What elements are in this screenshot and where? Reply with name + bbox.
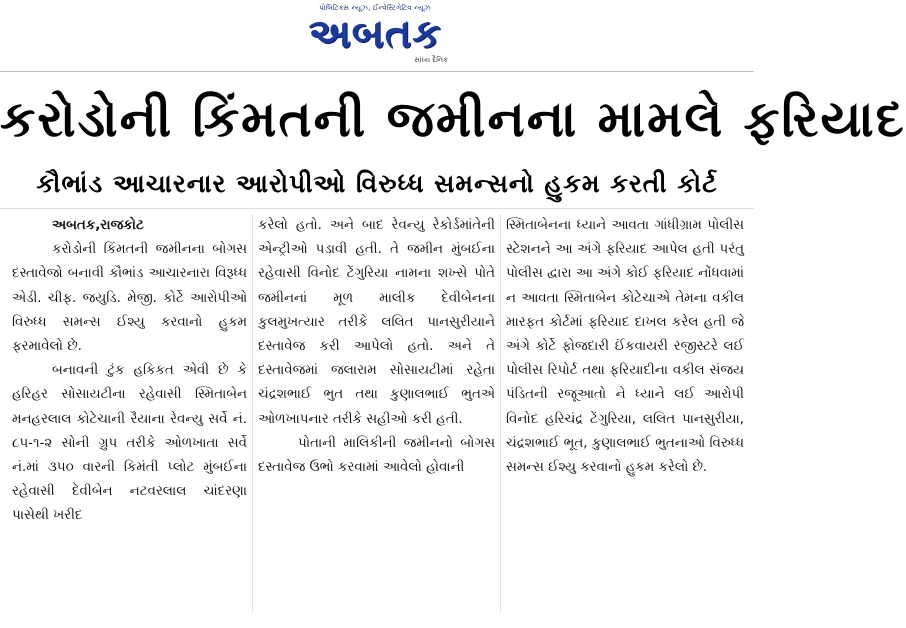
article-column-2 — [258, 214, 495, 618]
article-column-1 — [12, 214, 247, 618]
edition-label: સાંધ્ય દૈનિક — [414, 56, 448, 64]
paragraph: કરોડોની કિંમતની જમીનના બોગસ દસ્તાવેજો બનાવી કૌભાંડ આચારનારા વિરૂધ્ધ એડી. ચીફ. જયુડિ. મેજી. કોર્ટે આરોપીઓ વિરુધ્ધ સમન્સ ઈશ્યુ કરવાનો હુકમ ફરમાવેલો છે. — [12, 242, 247, 355]
column-divider — [500, 214, 501, 612]
paragraph: પોતાની માલિકીની જમીનનો બોગસ દસ્તાવેજ ઉભો કરવામાં આવેલો હોવાની — [258, 435, 495, 476]
article-column-3 — [506, 214, 744, 618]
paragraph: બનાવની ટુંક હકિકત એવી છે કે હરિહર સોસાયટીના રહેવાસી સ્મિતાબેન મનહરલાલ કોટેચાની રૈયાના રેવન્યુ સર્વે નં. ૮૫-૧-૨ સોની ગ્રુપ તરીકે ઓળખાતા સર્વે નં.માં ૩૫૦ વારની કિમંતી પ્લોટ મુંબઈના રહેવાસી દેવીબેન નટવરલાલ ચાંદરણા પાસેથી ખરીદ — [12, 363, 247, 524]
paragraph: સ્મિતાબેનના ધ્યાને આવતા ગાંધીગ્રામ પોલીસ સ્ટેશનને આ અંગે ફરિયાદ આપેલ હતી પરંતુ પોલીસ દ્વારા આ અંગે કોઈ ફરિયાદ નોંધવામાં ન આવતા સ્મિતાબેન કોટેચાએ તેમના વકીલ મારફત કોર્ટમાં ફરિયાદ દાખલ કરેલ હતી જે અંગે કોર્ટે ફોજદારી ઈંકવાયરી રજીસ્ટરે લઈ પોલીસ રિપોર્ટ તથા ફરિયાદીના વકીલ સંજય પંડિતની રજૂઆતો ને ધ્યાને લઈ આરોપી વિનોદ હરિચંદ્ર ટેંગુરિયા, લલિત પાનસુરીયા, ચંદ્રશભાઈ ભૂત, કુણાલભાઈ ભુતનાઓ વિરુધ્ધ સમન્સ ઈશ્યુ કરવાનો હુકમ કરેલો છે. — [506, 218, 744, 476]
top-divider — [0, 71, 754, 72]
newspaper-logo: અબતક — [308, 11, 442, 57]
column-divider — [252, 214, 253, 612]
masthead-tagline: પોલિટિક્સ ન્યૂઝ, ઈન્વેસ્ટિગેટિવ ન્યૂઝ — [319, 4, 431, 12]
header-divider — [0, 208, 754, 209]
subheadline: કૌભાંડ આચારનાર આરોપીઓ વિરુધ્ધ સમન્સનો હુકમ કરતી કોર્ટ — [36, 169, 718, 198]
headline: કરોડોની કિંમતની જમીનના મામલે ફરિયાદ — [0, 90, 906, 148]
paragraph: કરેલો હતો. અને બાદ રેવન્યુ રેકોર્ડમાંતેની એન્ટ્રીઓ પડાવી હતી. તે જમીન મુંબઈના રહેવાસી વિનોદ ટેંગુરિયા નામના શખ્સે પોતે જમીનનાં મૂળ માલીક દેવીબેનના કુલમુખત્યાર તરીકે લલિત પાનસુરીયાને દસ્તાવેજ કરી આપેલો હતો. અને તે દસ્તાવેજમાં જલારામ સોસાયટીમાં રહેતા ચંદ્રશભાઈ ભુત તથા કુણાલભાઈ ભુતએ ઓળખાપનાર તરીકે સહીઓ કરી હતી. — [258, 218, 495, 427]
dateline: અબતક,રાજકોટ — [52, 218, 144, 233]
masthead — [300, 4, 450, 66]
